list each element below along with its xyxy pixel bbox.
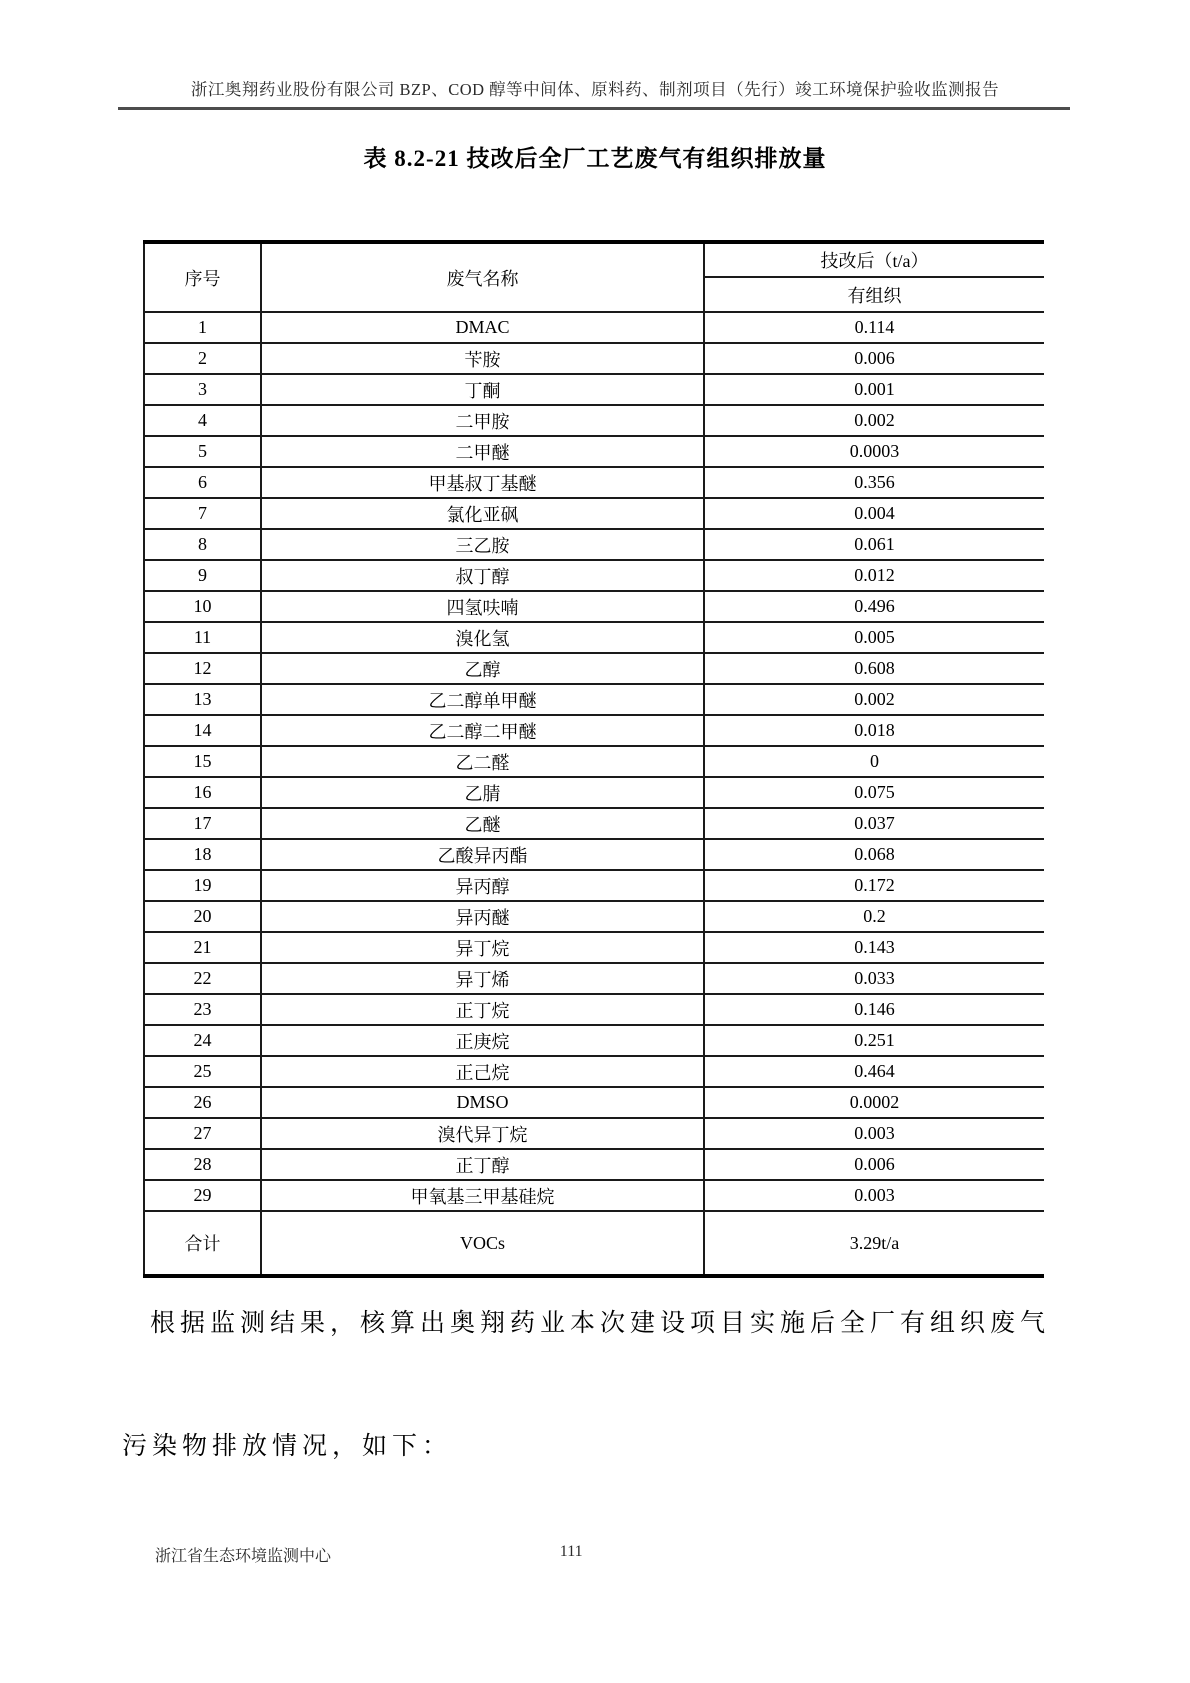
row-value-cell: 0.146	[704, 994, 1044, 1025]
table-row	[144, 994, 1044, 1025]
page-header-rule	[118, 107, 1070, 110]
row-value-cell: 0.061	[704, 529, 1044, 560]
row-value-cell: 0.004	[704, 498, 1044, 529]
footer-page-number: 111	[559, 1543, 583, 1560]
row-value-cell: 0.003	[704, 1118, 1044, 1149]
row-no-cell: 16	[144, 777, 261, 808]
row-value-cell: 0.006	[704, 343, 1044, 374]
row-name-cell: 溴化氢	[261, 622, 704, 653]
row-value-cell: 0.608	[704, 653, 1044, 684]
waste-gas-table-head	[144, 242, 1044, 312]
page-header-title: 浙江奥翔药业股份有限公司 BZP、COD 醇等中间体、原料药、制剂项目（先行）竣工环境保护验收监测报告	[190, 80, 1000, 99]
row-name-cell: 乙二醇单甲醚	[261, 684, 704, 715]
table-row	[144, 591, 1044, 622]
row-name-cell: 乙腈	[261, 777, 704, 808]
table-row	[144, 808, 1044, 839]
row-name-cell: 乙醚	[261, 808, 704, 839]
table-row	[144, 901, 1044, 932]
table-row	[144, 715, 1044, 746]
row-no-cell: 18	[144, 839, 261, 870]
row-name-cell: 甲基叔丁基醚	[261, 467, 704, 498]
row-value-cell: 0.006	[704, 1149, 1044, 1180]
row-value-cell: 0.143	[704, 932, 1044, 963]
row-no-cell: 19	[144, 870, 261, 901]
row-name-cell: 丁酮	[261, 374, 704, 405]
table-row	[144, 1180, 1044, 1211]
waste-gas-table-body	[144, 312, 1044, 1211]
body-paragraph-line-2: 污染物排放情况，如下：	[122, 1433, 453, 1460]
row-no-cell: 14	[144, 715, 261, 746]
row-name-cell: 异丁烯	[261, 963, 704, 994]
table-row	[144, 746, 1044, 777]
row-value-cell: 0.018	[704, 715, 1044, 746]
row-no-cell: 13	[144, 684, 261, 715]
row-value-cell: 0.002	[704, 684, 1044, 715]
row-no-cell: 15	[144, 746, 261, 777]
row-no-cell: 5	[144, 436, 261, 467]
table-title: 表 8.2-21 技改后全厂工艺废气有组织排放量	[363, 146, 827, 171]
row-value-cell: 0.356	[704, 467, 1044, 498]
row-no-cell: 24	[144, 1025, 261, 1056]
row-value-cell: 0.001	[704, 374, 1044, 405]
row-no-cell: 4	[144, 405, 261, 436]
table-row	[144, 529, 1044, 560]
row-no-cell: 21	[144, 932, 261, 963]
row-name-cell: 正丁醇	[261, 1149, 704, 1180]
row-name-cell: 二甲醚	[261, 436, 704, 467]
row-no-cell: 6	[144, 467, 261, 498]
row-no-cell: 23	[144, 994, 261, 1025]
row-value-cell: 0.075	[704, 777, 1044, 808]
row-name-cell: DMAC	[261, 312, 704, 343]
row-value-cell: 0.012	[704, 560, 1044, 591]
row-no-cell: 29	[144, 1180, 261, 1211]
table-row	[144, 963, 1044, 994]
row-no-cell: 12	[144, 653, 261, 684]
row-no-cell: 9	[144, 560, 261, 591]
row-no-cell: 22	[144, 963, 261, 994]
total-value-cell: 3.29t/a	[704, 1211, 1044, 1276]
row-no-cell: 1	[144, 312, 261, 343]
row-no-cell: 7	[144, 498, 261, 529]
table-row	[144, 777, 1044, 808]
row-value-cell: 0.003	[704, 1180, 1044, 1211]
total-name-cell: VOCs	[261, 1211, 704, 1276]
table-row	[144, 932, 1044, 963]
row-value-cell: 0.037	[704, 808, 1044, 839]
total-row	[144, 1211, 1044, 1276]
row-value-cell: 0.005	[704, 622, 1044, 653]
table-row	[144, 1087, 1044, 1118]
row-value-cell: 0	[704, 746, 1044, 777]
row-name-cell: 乙醇	[261, 653, 704, 684]
row-value-cell: 0.172	[704, 870, 1044, 901]
row-no-cell: 11	[144, 622, 261, 653]
total-label-cell: 合计	[144, 1211, 261, 1276]
row-value-cell: 0.002	[704, 405, 1044, 436]
table-row	[144, 1149, 1044, 1180]
row-name-cell: 三乙胺	[261, 529, 704, 560]
row-no-cell: 3	[144, 374, 261, 405]
row-name-cell: DMSO	[261, 1087, 704, 1118]
row-name-cell: 正丁烷	[261, 994, 704, 1025]
row-name-cell: 异丙醇	[261, 870, 704, 901]
row-name-cell: 正庚烷	[261, 1025, 704, 1056]
row-no-cell: 26	[144, 1087, 261, 1118]
table-row	[144, 684, 1044, 715]
table-row	[144, 870, 1044, 901]
row-name-cell: 正己烷	[261, 1056, 704, 1087]
row-value-cell: 0.068	[704, 839, 1044, 870]
row-name-cell: 异丙醚	[261, 901, 704, 932]
row-name-cell: 乙二醇二甲醚	[261, 715, 704, 746]
row-value-cell: 0.464	[704, 1056, 1044, 1087]
table-row	[144, 436, 1044, 467]
row-value-cell: 0.251	[704, 1025, 1044, 1056]
table-row	[144, 560, 1044, 591]
row-name-cell: 二甲胺	[261, 405, 704, 436]
row-name-cell: 苄胺	[261, 343, 704, 374]
row-no-cell: 17	[144, 808, 261, 839]
waste-gas-table	[143, 240, 1044, 1278]
row-name-cell: 乙二醛	[261, 746, 704, 777]
header-cell-group-top: 技改后（t/a）	[704, 242, 1044, 277]
row-no-cell: 8	[144, 529, 261, 560]
row-no-cell: 10	[144, 591, 261, 622]
row-name-cell: 氯化亚砜	[261, 498, 704, 529]
row-no-cell: 27	[144, 1118, 261, 1149]
row-value-cell: 0.0002	[704, 1087, 1044, 1118]
table-row	[144, 839, 1044, 870]
table-row	[144, 312, 1044, 343]
body-paragraph-line-1: 根据监测结果，核算出奥翔药业本次建设项目实施后全厂有组织废气	[150, 1310, 1051, 1337]
row-name-cell: 溴代异丁烷	[261, 1118, 704, 1149]
table-row	[144, 653, 1044, 684]
header-cell-group-sub: 有组织	[704, 277, 1044, 312]
row-value-cell: 0.114	[704, 312, 1044, 343]
table-row	[144, 622, 1044, 653]
table-row	[144, 374, 1044, 405]
row-value-cell: 0.033	[704, 963, 1044, 994]
table-row	[144, 1025, 1044, 1056]
row-no-cell: 28	[144, 1149, 261, 1180]
header-cell-name: 废气名称	[261, 242, 704, 312]
row-no-cell: 25	[144, 1056, 261, 1087]
row-value-cell: 0.0003	[704, 436, 1044, 467]
row-name-cell: 异丁烷	[261, 932, 704, 963]
row-name-cell: 甲氧基三甲基硅烷	[261, 1180, 704, 1211]
footer-organization: 浙江省生态环境监测中心	[155, 1548, 332, 1565]
table-row	[144, 405, 1044, 436]
table-row	[144, 1118, 1044, 1149]
header-cell-no: 序号	[144, 242, 261, 312]
table-row	[144, 343, 1044, 374]
row-name-cell: 乙酸异丙酯	[261, 839, 704, 870]
row-name-cell: 四氢呋喃	[261, 591, 704, 622]
header-row-1	[144, 242, 1044, 277]
waste-gas-table-foot	[144, 1211, 1044, 1276]
table-row	[144, 1056, 1044, 1087]
row-no-cell: 2	[144, 343, 261, 374]
row-value-cell: 0.496	[704, 591, 1044, 622]
row-no-cell: 20	[144, 901, 261, 932]
table-row	[144, 498, 1044, 529]
table-row	[144, 467, 1044, 498]
row-value-cell: 0.2	[704, 901, 1044, 932]
row-name-cell: 叔丁醇	[261, 560, 704, 591]
